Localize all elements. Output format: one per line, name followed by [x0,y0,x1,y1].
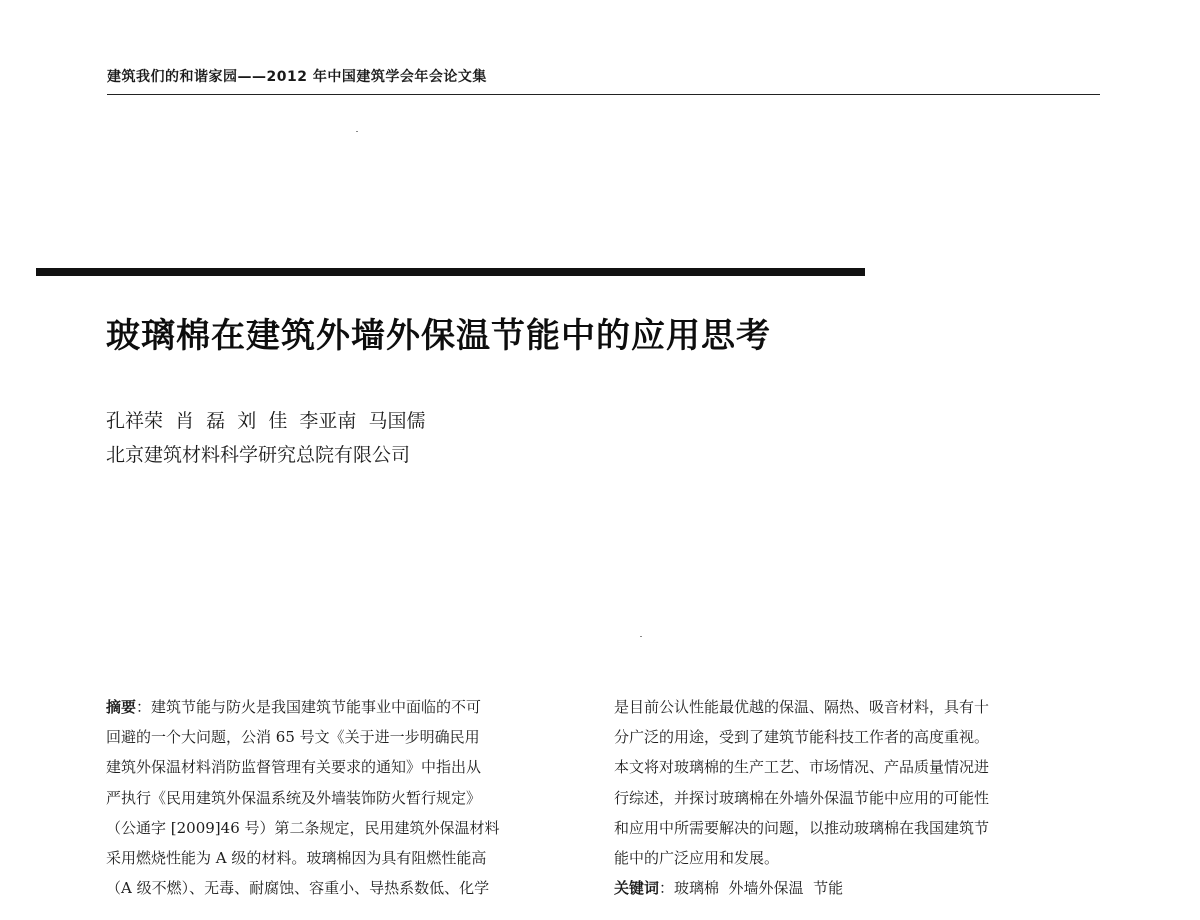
abstract-line: 行综述，并探讨玻璃棉在外墙外保温节能中应用的可能性 [614,788,990,807]
scan-speck [640,636,642,637]
abstract-line: 分广泛的用途，受到了建筑节能科技工作者的高度重视。 [614,728,990,747]
abstract-line: 本文将对玻璃棉的生产工艺、市场情况、产品质量情况进 [614,758,990,777]
header-rule [107,94,1100,95]
running-header: 建筑我们的和谐家园——2012 年中国建筑学会年会论文集 [107,69,487,85]
paper-title: 玻璃棉在建筑外墙外保温节能中的应用思考 [106,316,771,356]
abstract-line: 严执行《民用建筑外保温系统及外墙装饰防火暂行规定》 [106,788,482,807]
affiliation: 北京建筑材料科学研究总院有限公司 [106,444,411,466]
scan-speck [356,131,358,132]
keywords-label: 关键词 [614,879,660,898]
keywords-values: ：玻璃棉 外墙外保温 节能 [659,879,844,898]
abstract-line: （公通字 [2009]46 号）第二条规定，民用建筑外保温材料 [106,818,500,837]
abstract-right-column [614,692,1100,903]
abstract-label: 摘要 [106,698,137,716]
abstract-left-column [106,692,592,903]
abstract-line: 回避的一个大问题，公消 65 号文《关于进一步明确民用 [106,728,480,747]
abstract-line [106,692,592,722]
abstract-line: 建筑外保温材料消防监督管理有关要求的通知》中指出从 [106,758,482,777]
title-rule-bar [36,268,865,276]
abstract-line: 和应用中所需要解决的问题，以推动玻璃棉在我国建筑节 [614,818,990,837]
abstract-line: 能中的广泛应用和发展。 [614,848,780,867]
abstract-line: （A 级不燃）、无毒、耐腐蚀、容重小、导热系数低、化学 [106,879,490,898]
author-list: 孔祥荣 肖 磊 刘 佳 李亚南 马国儒 [106,410,426,432]
keywords-line [614,873,1100,903]
abstract-text: ：建筑节能与防火是我国建筑节能事业中面临的不可 [136,698,482,716]
abstract-line: 采用燃烧性能为 A 级的材料。玻璃棉因为具有阻燃性能高 [106,848,487,867]
abstract-line: 是目前公认性能最优越的保温、隔热、吸音材料，具有十 [614,698,990,716]
